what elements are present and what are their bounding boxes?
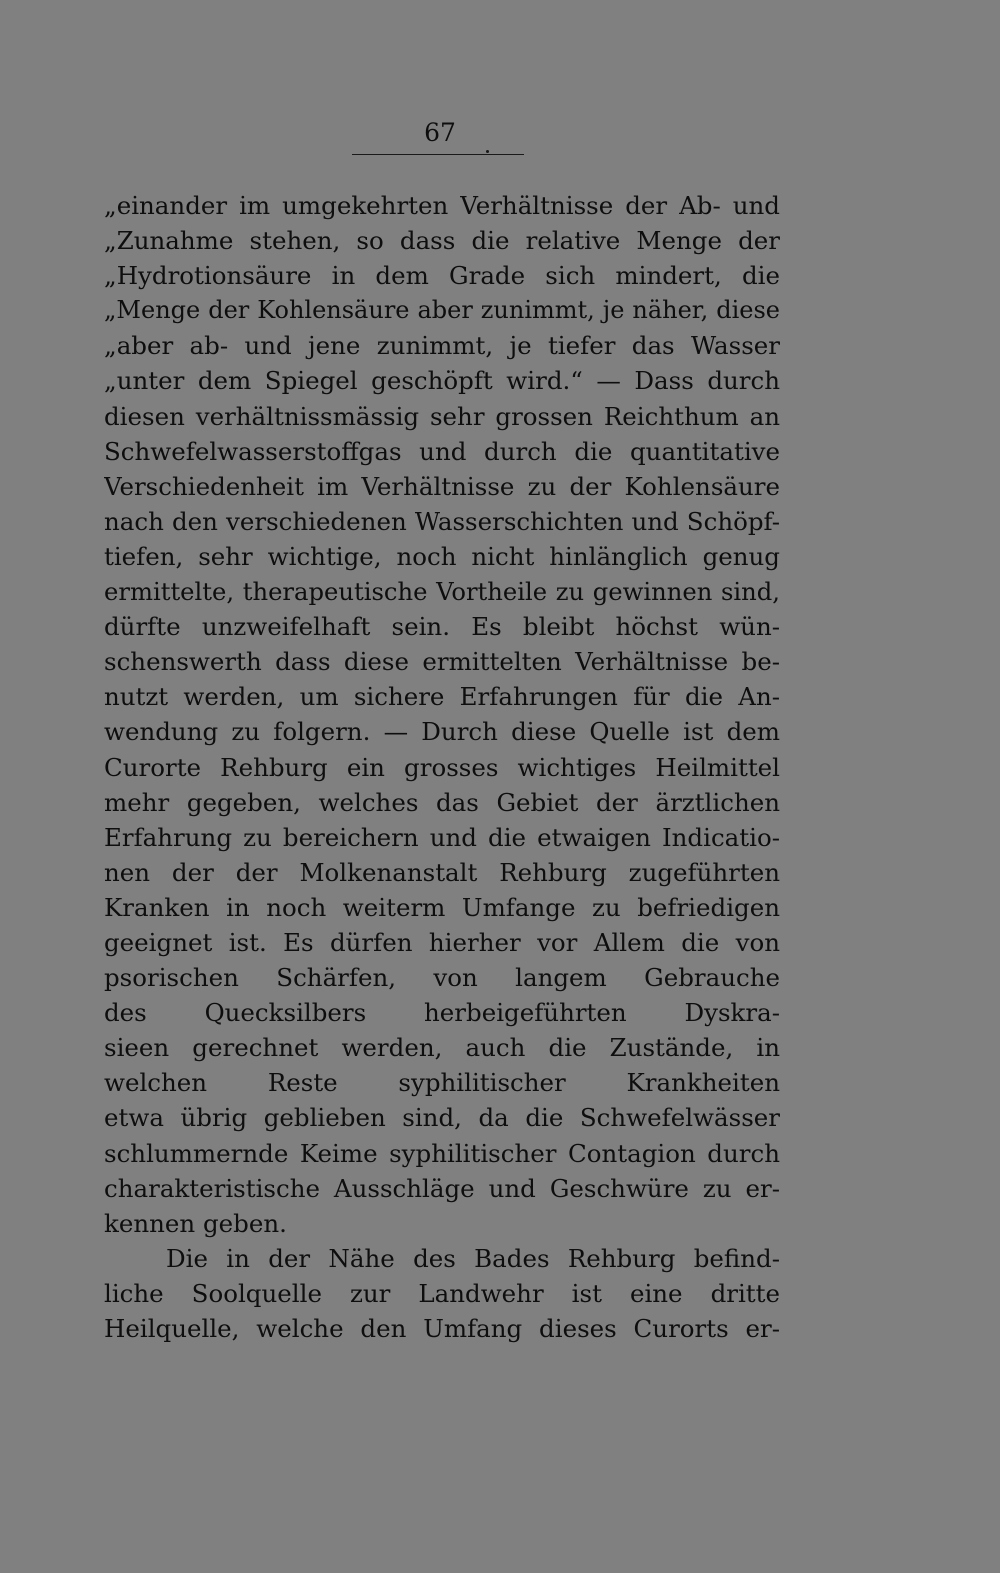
text-line: nutzt werden, um sichere Erfahrungen für die An- xyxy=(104,682,780,712)
text-line: des Quecksilbers herbeigeführten Dyskra- xyxy=(104,998,780,1028)
text-line: „Zunahme stehen, so dass die relative Menge der xyxy=(104,226,780,256)
text-line: Heilquelle, welche den Umfang dieses Curorts er- xyxy=(104,1314,780,1343)
text-line: Curorte Rehburg ein grosses wichtiges Heilmittel xyxy=(104,752,780,782)
text-line: etwa übrig geblieben sind, da die Schwefelwässer xyxy=(104,1103,780,1133)
text-line: mehr gegeben, welches das Gebiet der ärztlichen xyxy=(104,787,780,817)
text-line: „aber ab- und jene zunimmt, je tiefer das Wasser xyxy=(104,331,780,361)
text-line: ermittelte, therapeutische Vortheile zu gewinnen sind, xyxy=(104,577,780,607)
text-line: „Hydrotionsäure in dem Grade sich mindert, die xyxy=(104,261,780,291)
text-line: schlummernde Keime syphilitischer Contagion durch xyxy=(104,1138,780,1168)
text-line: sieen gerechnet werden, auch die Zustände, in xyxy=(104,1033,780,1063)
text-line: tiefen, sehr wichtige, noch nicht hinlänglich genug xyxy=(104,541,780,571)
page-number: 67 xyxy=(424,118,456,147)
text-line: „einander im umgekehrten Verhältnisse der Ab- und xyxy=(104,191,780,220)
text-line: Verschiedenheit im Verhältnisse zu der Kohlensäure xyxy=(104,471,780,501)
text-line: Erfahrung zu bereichern und die etwaigen Indicatio- xyxy=(104,822,780,852)
text-line: „unter dem Spiegel geschöpft wird.“ — Dass durch xyxy=(104,366,780,396)
header-rule-mark xyxy=(486,150,489,153)
text-line: liche Soolquelle zur Landwehr ist eine dritte xyxy=(104,1278,780,1308)
text-line: Schwefelwasserstoffgas und durch die quantitative xyxy=(104,436,780,466)
text-line: Kranken in noch weiterm Umfange zu befriedigen xyxy=(104,892,780,922)
text-line: kennen geben. xyxy=(104,1208,287,1238)
text-line: diesen verhältnissmässig sehr grossen Reichthum an xyxy=(104,401,780,431)
text-line: welchen Reste syphilitischer Krankheiten xyxy=(104,1068,780,1098)
text-line: „Menge der Kohlensäure aber zunimmt, je näher, diese xyxy=(104,296,780,325)
body-text xyxy=(104,188,780,1346)
text-line: dürfte unzweifelhaft sein. Es bleibt höchst wün- xyxy=(104,612,780,642)
text-line: nach den verschiedenen Wasserschichten und Schöpf- xyxy=(104,506,780,536)
text-line: schenswerth dass diese ermittelten Verhältnisse be- xyxy=(104,647,780,677)
text-line: Die in der Nähe des Bades Rehburg befind- xyxy=(166,1243,780,1273)
text-line: nen der der Molkenanstalt Rehburg zugeführten xyxy=(104,857,780,887)
header-rule xyxy=(352,154,524,155)
text-line: charakteristische Ausschläge und Geschwüre zu er- xyxy=(104,1173,780,1203)
text-line: wendung zu folgern. — Durch diese Quelle ist dem xyxy=(104,717,780,747)
text-line: psorischen Schärfen, von langem Gebrauche xyxy=(104,963,780,993)
text-line: geeignet ist. Es dürfen hierher vor Allem die von xyxy=(104,927,780,957)
